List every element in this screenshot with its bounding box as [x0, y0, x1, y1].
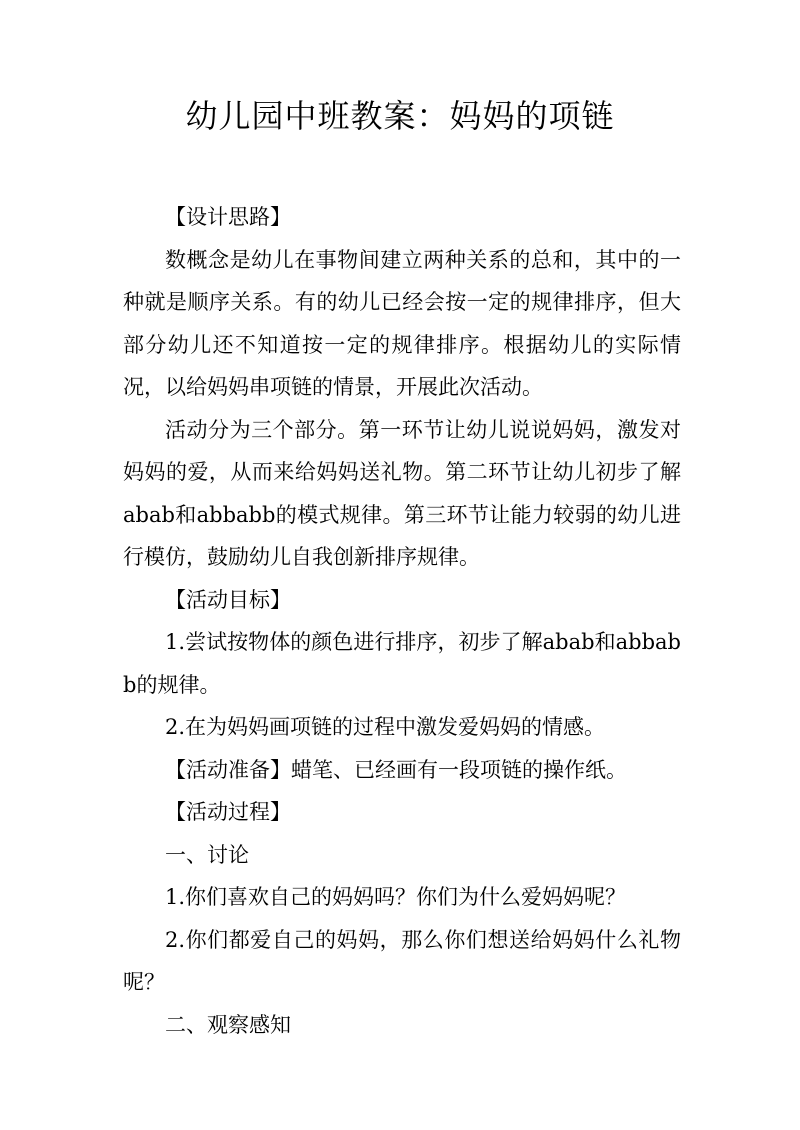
section-heading-goals: 【活动目标】	[165, 587, 291, 612]
paragraph-design-idea: 数概念是幼儿在事物间建立两种关系的总和，其中的一种就是顺序关系。有的幼儿已经会按一定的规律排序，但大部分幼儿还不知道按一定的规律排序。根据幼儿的实际情况，以给妈妈串项链的情景，开展此次活动。	[123, 247, 681, 399]
paragraph-activity-parts: 活动分为三个部分。第一环节让幼儿说说妈妈，激发对妈妈的爱，从而来给妈妈送礼物。第二环节让幼儿初步了解abab和abbabb的模式规律。第三环节让能力较弱的幼儿进行模仿，鼓励幼儿自我创新排序规律。	[123, 417, 681, 569]
discussion-question-1: 1.你们喜欢自己的妈妈吗？你们为什么爱妈妈呢？	[165, 885, 627, 909]
document-body	[123, 196, 681, 1046]
section-heading-process: 【活动过程】	[165, 800, 291, 824]
process-step-observation: 二、观察感知	[165, 1012, 291, 1037]
goal-item-1: 1.尝试按物体的颜色进行排序，初步了解abab和abbabb的规律。	[123, 630, 681, 697]
process-step-discussion: 一、讨论	[165, 842, 249, 867]
section-preparation: 【活动准备】蜡笔、已经画有一段项链的操作纸。	[165, 757, 627, 782]
goal-item-2: 2.在为妈妈画项链的过程中激发爱妈妈的情感。	[165, 715, 606, 739]
document-title: 幼儿园中班教案：妈妈的项链	[185, 97, 615, 135]
discussion-question-2: 2.你们都爱自己的妈妈，那么你们想送给妈妈什么礼物呢？	[123, 927, 681, 994]
section-heading-design-idea: 【设计思路】	[165, 205, 291, 229]
